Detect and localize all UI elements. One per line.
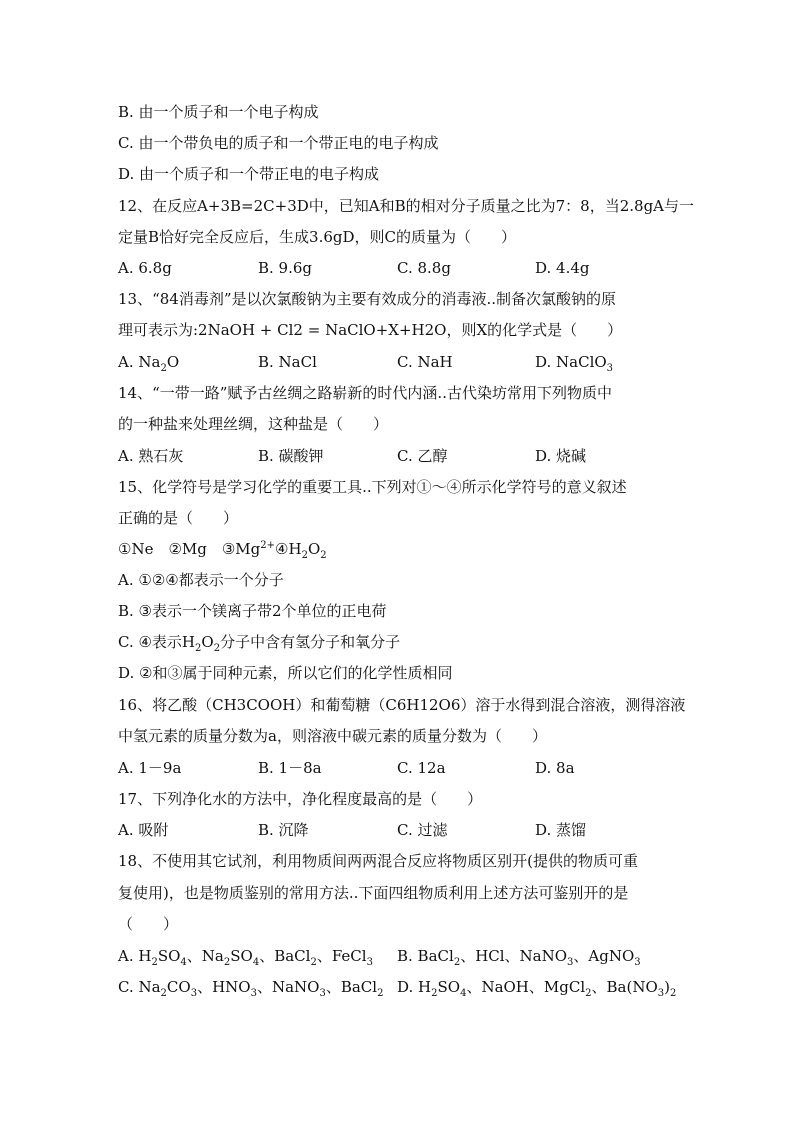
- q17-option-d: D. 蒸馏: [535, 821, 587, 839]
- q18-option-a: A. $H_2SO_4$、$Na_2SO_4$、BaCl$_2$、FeCl$_3$: [118, 947, 373, 968]
- q11-option-d: D. 由一个质子和一个带正电的电子构成: [118, 165, 380, 183]
- q14-options: [118, 446, 688, 466]
- q18-options-row1: [118, 946, 688, 966]
- q12-option-b: B. 9.6g: [258, 259, 313, 277]
- q13-stem-line2: 理可表示为:2NaOH + Cl2 = NaClO+X+H2O，则X的化学式是（ ）: [118, 321, 623, 339]
- q17-options: [118, 820, 688, 840]
- q13-option-d: D. NaClO$_3$: [535, 353, 614, 374]
- q17-stem-line1: 17、下列净化水的方法中，净化程度最高的是（ ）: [118, 790, 483, 808]
- q14-option-d: D. 烧碱: [535, 447, 587, 465]
- q18-stem-line1: 18、不使用其它试剂，利用物质间两两混合反应将物质区别开(提供的物质可重: [118, 852, 638, 870]
- q14-stem-line2: 的一种盐来处理丝绸，这种盐是（ ）: [118, 415, 389, 433]
- q12-stem-line2: 定量B恰好完全反应后，生成3.6gD，则C的质量为（ ）: [118, 228, 516, 246]
- q12-stem-line1: 12、在反应A+3B=2C+3D中，已知A和B的相对分子质量之比为7：8，当2.8gA与一: [118, 197, 695, 215]
- q17-option-c: C. 过滤: [397, 821, 448, 839]
- q14-option-c: C. 乙醇: [397, 447, 448, 465]
- q13-option-a: A. $Na_2O$: [118, 353, 180, 374]
- q18-option-d: D. $H_2SO_4$、NaOH、MgCl$_2$、$Ba(NO_3)_2$: [397, 978, 677, 999]
- q12-option-a: A. 6.8g: [118, 259, 172, 277]
- q16-option-c: C. 12a: [397, 759, 446, 777]
- q14-option-b: B. 碳酸钾: [258, 447, 324, 465]
- q16-stem-line1: 16、将乙酸（CH3COOH）和葡萄糖（C6H12O6）溶于水得到混合溶液，测得溶液: [118, 696, 686, 714]
- q17-option-b: B. 沉降: [258, 821, 309, 839]
- q18-stem-line3: （ ）: [118, 915, 179, 933]
- q12-option-d: D. 4.4g: [535, 259, 590, 277]
- q11-option-b: B. 由一个质子和一个电子构成: [118, 103, 319, 121]
- q13-option-c: C. NaH: [397, 353, 453, 371]
- q18-stem-line2: 复使用)，也是物质鉴别的常用方法..下面四组物质利用上述方法可鉴别开的是: [118, 884, 629, 902]
- q13-options: [118, 352, 688, 372]
- q14-stem-line1: 14、“一带一路”赋予古丝绸之路崭新的时代内涵..古代染坊常用下列物质中: [118, 384, 612, 402]
- q15-option-d: D. ②和③属于同种元素，所以它们的化学性质相同: [118, 664, 453, 682]
- q11-option-c: C. 由一个带负电的质子和一个带正电的电子构成: [118, 134, 439, 152]
- q18-option-b: B. BaCl$_2$、HCl、NaNO$_3$、AgNO$_3$: [397, 947, 641, 968]
- q13-option-b: B. NaCl: [258, 353, 317, 371]
- q12-option-c: C. 8.8g: [397, 259, 451, 277]
- q17-option-a: A. 吸附: [118, 821, 169, 839]
- q18-option-c: C. $Na_2CO_3$、$HNO_3$、NaNO$_3$、BaCl$_2$: [118, 978, 384, 999]
- q16-option-d: D. 8a: [535, 759, 575, 777]
- q16-options: [118, 758, 688, 778]
- q16-option-a: A. 1－9a: [118, 759, 182, 777]
- q15-option-c: C. ④表示$H_2O_2$分子中含有氢分子和氧分子: [118, 633, 401, 654]
- q16-stem-line2: 中氢元素的质量分数为a，则溶液中碳元素的质量分数为（ ）: [118, 727, 547, 745]
- q15-symbols: ①Ne ②Mg $③Mg^{2+}④H_2O_2$: [118, 540, 327, 561]
- q16-option-b: B. 1－8a: [258, 759, 322, 777]
- q15-option-a: A. ①②④都表示一个分子: [118, 571, 284, 589]
- q18-options-row2: [118, 977, 688, 997]
- q15-option-b: B. ③表示一个镁离子带2个单位的正电荷: [118, 602, 387, 620]
- q14-option-a: A. 熟石灰: [118, 447, 184, 465]
- q15-stem-line2: 正确的是（ ）: [118, 509, 239, 527]
- q15-stem-line1: 15、化学符号是学习化学的重要工具..下列对①～④所示化学符号的意义叙述: [118, 478, 627, 496]
- q13-stem-line1: 13、“84消毒剂”是以次氯酸钠为主要有效成分的消毒液..制备次氯酸钠的原: [118, 290, 617, 308]
- q12-options: [118, 258, 688, 278]
